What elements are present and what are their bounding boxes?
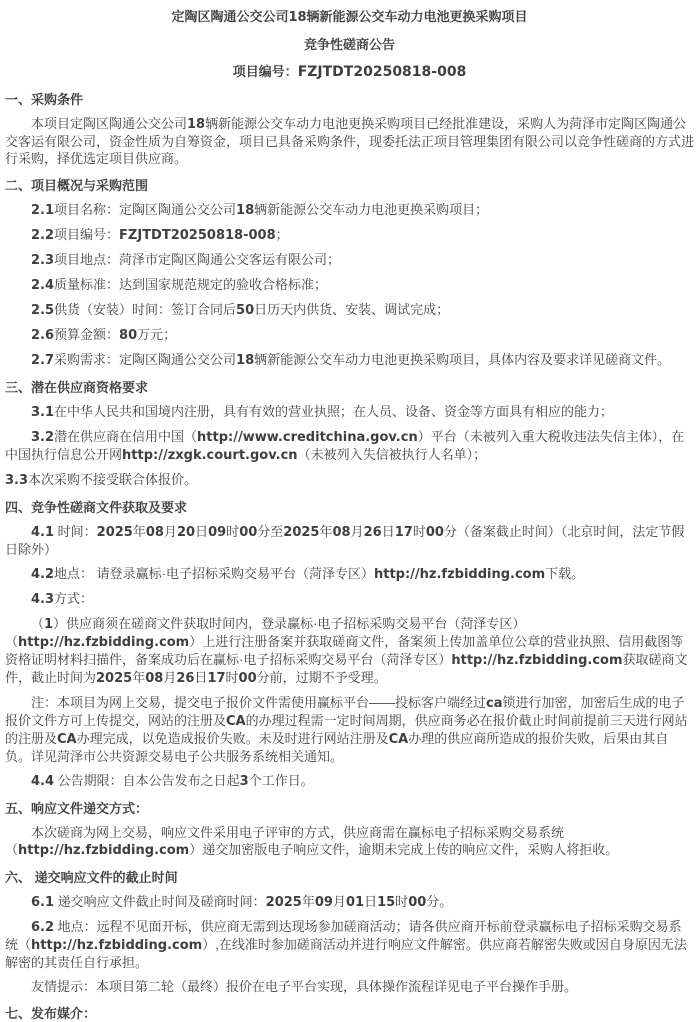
latin-text-run: 09 bbox=[314, 895, 333, 910]
latin-text-run: 00 bbox=[238, 671, 257, 686]
latin-text-run: 2.1 bbox=[31, 203, 55, 218]
paragraph: 2.7采购需求：定陶区陶通公交公司18辆新能源公交车动力电池更换采购项目，具体内容及要求详见磋商文件。 bbox=[31, 352, 671, 368]
section-heading: 六、 递交响应文件的截止时间 bbox=[5, 870, 178, 885]
paragraph: 本次磋商为网上交易，响应文件采用电子评审的方式，供应商需在赢标电子招标采购交易系统（http://hz.fzbidding.com）递交加密版电子响应文件，逾期未完成上传的响应文件，采购人将拒收。 bbox=[5, 825, 619, 858]
project-number-label: 项目编号： bbox=[232, 64, 298, 79]
paragraph: 3.2潜在供应商在信用中国（http://www.creditchina.gov.cn）平台（未被列入重大税收违法失信主体），在中国执行信息公开网http://zxgk.court.gov.cn（未被列入失信被执行人名单）； bbox=[5, 429, 685, 463]
latin-text-run: 18 bbox=[187, 117, 206, 132]
latin-text-run: FZJTDT20250818-008 bbox=[119, 228, 276, 243]
latin-text-run: CA bbox=[388, 732, 409, 747]
latin-text-run: 3.1 bbox=[31, 405, 55, 420]
section-heading: 二、项目概况与采购范围 bbox=[5, 178, 149, 193]
latin-text-run: http://hz.fzbidding.com bbox=[451, 653, 623, 668]
paragraph: 4.1 时间：2025年08月20日09时00分至2025年08月26日17时00分（备案截止时间）（北京时间，法定节假日除外） bbox=[5, 524, 685, 557]
latin-text-run: 2.7 bbox=[31, 353, 55, 368]
latin-text-run: 17 bbox=[394, 525, 413, 540]
paragraph: 4.3方式： bbox=[31, 591, 94, 607]
latin-text-run: http://hz.fzbidding.com bbox=[18, 843, 190, 858]
latin-text-run: 6.1 bbox=[31, 895, 55, 910]
latin-text-run: 08 bbox=[145, 671, 164, 686]
latin-text-run: 6.2 bbox=[31, 920, 55, 935]
latin-text-run: 26 bbox=[176, 671, 195, 686]
latin-text-run: 2025 bbox=[96, 525, 133, 540]
latin-text-run: 4.2 bbox=[31, 567, 55, 582]
latin-text-run: 2025 bbox=[96, 671, 133, 686]
latin-text-run: 08 bbox=[145, 525, 164, 540]
paragraph: 3.1在中华人民共和国境内注册，具有有效的营业执照；在人员、设备、资金等方面具有相应的能力； bbox=[31, 404, 614, 420]
latin-text-run: 1 bbox=[44, 617, 54, 632]
latin-text-run: 2025 bbox=[283, 525, 320, 540]
latin-text-run: 09 bbox=[208, 525, 227, 540]
paragraph: 友情提示：本项目第二轮（最终）报价在电子平台实现，具体操作流程详见电子平台操作手册。 bbox=[31, 979, 578, 994]
latin-text-run: http://zxgk.court.gov.cn bbox=[122, 448, 298, 463]
latin-text-run: 80 bbox=[119, 328, 138, 343]
latin-text-run: 01 bbox=[345, 895, 365, 910]
latin-text-run: 4.3 bbox=[31, 592, 55, 607]
latin-text-run: 08 bbox=[332, 525, 351, 540]
document-subtitle: 竞争性磋商公告 bbox=[303, 37, 395, 52]
document-blocks bbox=[5, 91, 694, 1022]
paragraph: 2.3项目地点：菏泽市定陶区陶通公交客运有限公司； bbox=[31, 252, 341, 268]
latin-text-run: 00 bbox=[408, 895, 427, 910]
latin-text-run: 18 bbox=[236, 203, 255, 218]
paragraph: 4.2地点： 请登录赢标·电子招标采购交易平台（菏泽专区）http://hz.fzbidding.com下载。 bbox=[31, 566, 585, 582]
latin-text-run: 00 bbox=[239, 525, 258, 540]
paragraph: 6.1 递交响应文件截止时间及磋商时间：2025年09月01日15时00分。 bbox=[31, 894, 453, 910]
document-title: 定陶区陶通公交公司18辆新能源公交车动力电池更换采购项目 bbox=[171, 9, 528, 25]
paragraph: 2.6预算金额：80万元； bbox=[31, 327, 177, 343]
paragraph: （1）供应商须在磋商文件获取时间内，登录赢标·电子招标采购交易平台（菏泽专区）（http://hz.fzbidding.com）上进行注册备案并获取磋商文件，备案须上传加盖单位公章的营业执照、信用截图等资格证明材料扫描件，备案成功后在赢标·电子招标采购交易平台（菏泽专区）http://hz.fzbidding.com获取磋商文件，截止时间为2025年08月26日17时00分前，过期不予受理。 bbox=[5, 616, 688, 686]
latin-text-run: 18 bbox=[288, 10, 307, 25]
latin-text-run: 4.1 bbox=[31, 525, 55, 540]
latin-text-run: 2025 bbox=[265, 895, 302, 910]
latin-text-run: http://hz.fzbidding.com bbox=[18, 635, 190, 650]
paragraph: 2.4质量标准：达到国家规范规定的验收合格标准； bbox=[31, 277, 328, 293]
latin-text-run: 4.4 bbox=[31, 774, 55, 789]
latin-text-run: CA bbox=[226, 714, 246, 729]
paragraph: 3.3本次采购不接受联合体报价。 bbox=[5, 472, 198, 488]
latin-text-run: 15 bbox=[377, 895, 396, 910]
latin-text-run: 26 bbox=[363, 525, 382, 540]
latin-text-run: 17 bbox=[207, 671, 226, 686]
latin-text-run: 3.3 bbox=[5, 473, 29, 488]
latin-text-run: 00 bbox=[425, 525, 444, 540]
latin-text-run: CA bbox=[57, 732, 77, 747]
section-heading: 五、响应文件递交方式： bbox=[5, 801, 149, 816]
latin-text-run: 2.3 bbox=[31, 253, 55, 268]
paragraph: 2.2项目编号：FZJTDT20250818-008； bbox=[31, 227, 289, 243]
latin-text-run: 3 bbox=[239, 774, 249, 789]
section-heading: 七、发布媒介： bbox=[5, 1006, 97, 1021]
paragraph: 6.2 地点：远程不见面开标，供应商无需到达现场参加磋商活动；请各供应商开标前登录赢标电子招标采购交易系统（http://hz.fzbidding.com）,在线准时参加磋商活动并进行响应文件解密。供应商若解密失败或因自身原因无法解密的其责任自行承担。 bbox=[5, 919, 687, 970]
paragraph: 4.4 公告期限：自本公告发布之日起3个工作日。 bbox=[31, 773, 314, 789]
latin-text-run: 3.2 bbox=[31, 430, 55, 445]
latin-text-run: http://www.creditchina.gov.cn bbox=[197, 430, 418, 445]
paragraph: 注：本项目为网上交易，提交电子报价文件需使用赢标平台——投标客户端经过ca锁进行加密，加密后生成的电子报价文件方可上传提交，网站的注册及CA的办理过程需一定时间周期，供应商务必在报价截止时间前提前三天进行网站的注册及CA办理完成，以免造成报价失败。未及时进行网站注册及CA办理的供应商所造成的报价失败，后果由其自负。详见菏泽市公共资源交易电子公共服务系统相关通知。 bbox=[5, 695, 688, 764]
section-heading: 一、采购条件 bbox=[5, 92, 84, 107]
latin-text-run: 2.6 bbox=[31, 328, 55, 343]
latin-text-run: ca bbox=[486, 696, 503, 711]
latin-text-run: 50 bbox=[236, 303, 255, 318]
paragraph: 2.1项目名称：定陶区陶通公交公司18辆新能源公交车动力电池更换采购项目； bbox=[31, 202, 489, 218]
latin-text-run: 2.5 bbox=[31, 303, 55, 318]
latin-text-run: 18 bbox=[236, 353, 255, 368]
latin-text-run: http://hz.fzbidding.com bbox=[373, 567, 546, 582]
latin-text-run: 20 bbox=[176, 525, 196, 540]
project-number-line bbox=[5, 63, 694, 81]
project-number-value bbox=[298, 64, 467, 80]
latin-text-run: FZJTDT20250818-008 bbox=[297, 64, 467, 80]
paragraph: 本项目定陶区陶通公交公司18辆新能源公交车动力电池更换采购项目已经批准建设，采购人为菏泽市定陶区陶通公交客运有限公司，资金性质为自筹资金，项目已具备采购条件，现委托法正项目管理集团有限公司以竞争性磋商的方式进行采购，择优选定项目供应商。 bbox=[5, 116, 695, 166]
section-heading: 三、潜在供应商资格要求 bbox=[5, 380, 149, 395]
latin-text-run: http://hz.fzbidding.com bbox=[31, 938, 203, 953]
latin-text-run: 2.2 bbox=[31, 228, 55, 243]
paragraph: 2.5供货（安装）时间：签订合同后50日历天内供货、安装、调试完成； bbox=[31, 302, 450, 318]
latin-text-run: 2.4 bbox=[31, 278, 55, 293]
section-heading: 四、竞争性磋商文件获取及要求 bbox=[5, 500, 188, 515]
